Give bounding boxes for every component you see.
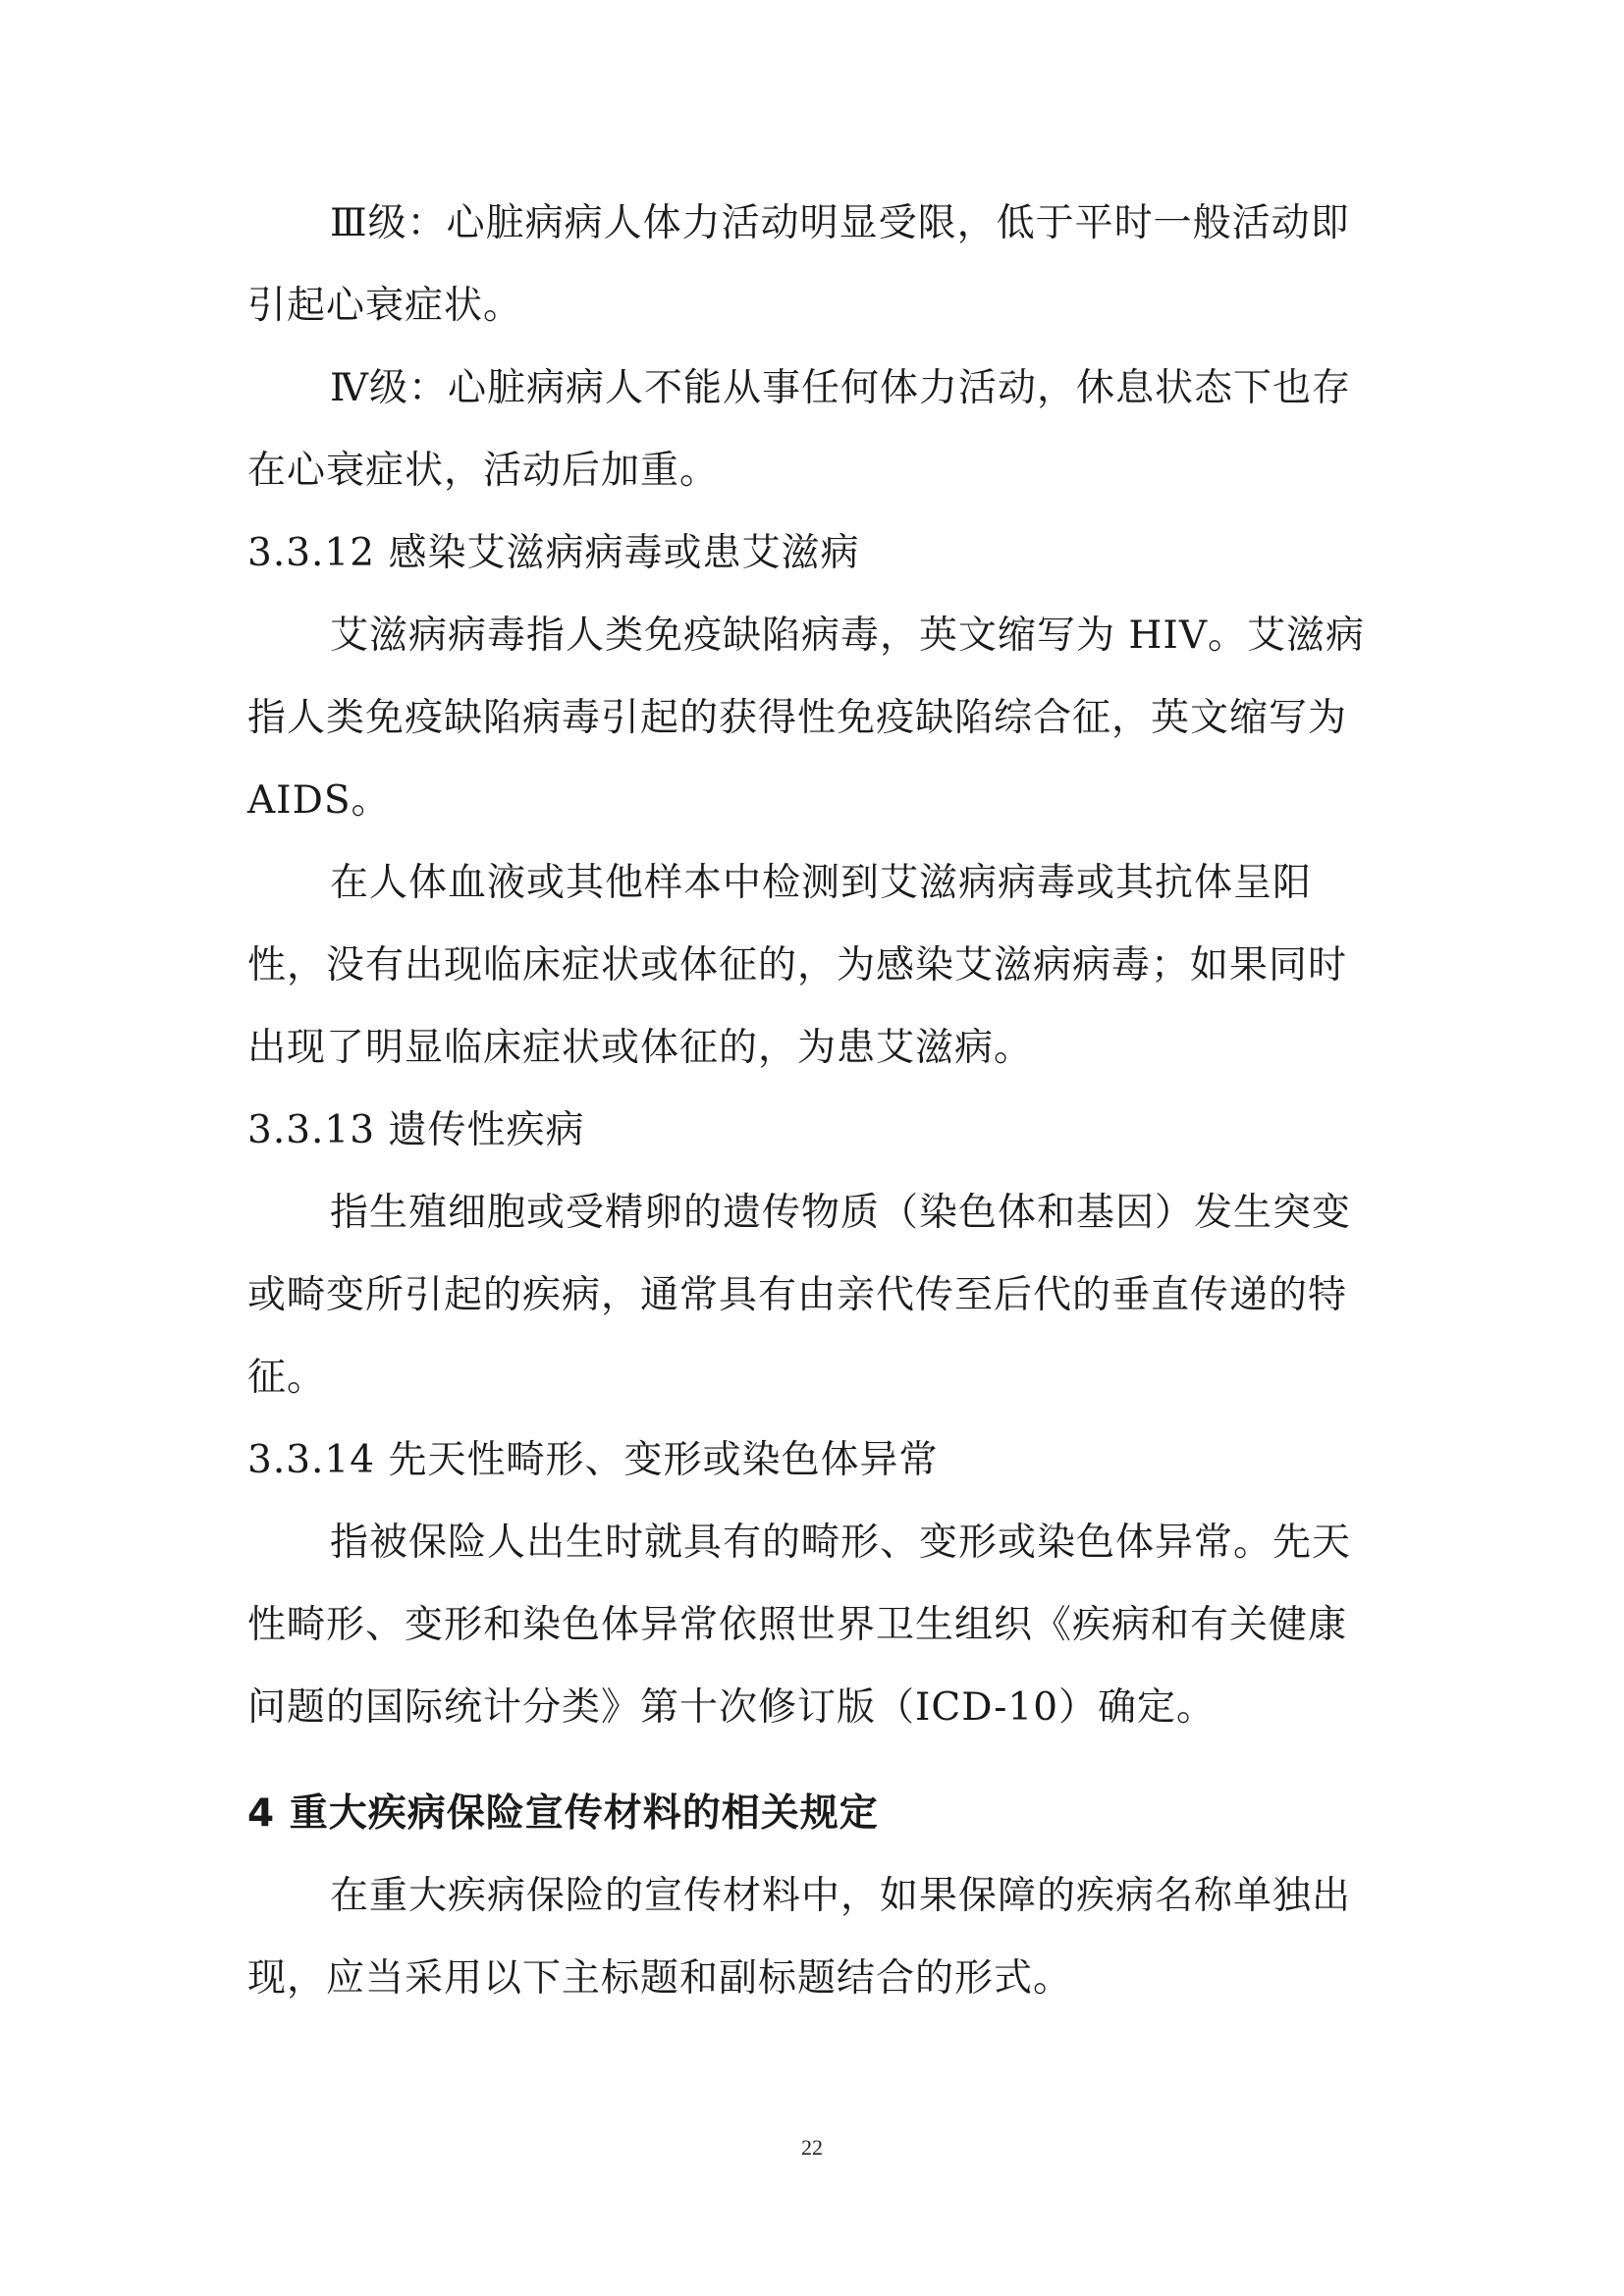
- paragraph-publicity-line-1: 在重大疾病保险的宣传材料中，如果保障的疾病名称单独出: [330, 1874, 1352, 1918]
- page-number: 22: [801, 2135, 823, 2160]
- paragraph-class-iii-line-2: 引起心衰症状。: [247, 284, 523, 328]
- paragraph-congenital-line-3: 问题的国际统计分类》第十次修订版（ICD-10）确定。: [247, 1685, 1217, 1730]
- section-heading-3-3-12: 3.3.12 感染艾滋病病毒或患艾滋病: [247, 531, 860, 575]
- section-heading-3-3-14: 3.3.14 先天性畸形、变形或染色体异常: [247, 1438, 939, 1482]
- paragraph-genetic-line-3: 征。: [247, 1356, 327, 1400]
- paragraph-genetic-line-1: 指生殖细胞或受精卵的遗传物质（染色体和基因）发生突变: [330, 1191, 1352, 1235]
- paragraph-hiv-line-2: 指人类免疫缺陷病毒引起的获得性免疫缺陷综合征，英文缩写为: [247, 696, 1348, 740]
- paragraph-detection-line-1: 在人体血液或其他样本中检测到艾滋病病毒或其抗体呈阳: [330, 861, 1313, 905]
- paragraph-class-iv-line-2: 在心衰症状，活动后加重。: [247, 449, 720, 493]
- paragraph-congenital-line-2: 性畸形、变形和染色体异常依照世界卫生组织《疾病和有关健康: [247, 1603, 1348, 1647]
- paragraph-congenital-line-1: 指被保险人出生时就具有的畸形、变形或染色体异常。先天: [330, 1521, 1352, 1565]
- paragraph-hiv-line-1: 艾滋病病毒指人类免疫缺陷病毒，英文缩写为 HIV。艾滋病: [330, 614, 1365, 658]
- paragraph-hiv-line-3: AIDS。: [247, 778, 391, 823]
- paragraph-class-iv-line-1: Ⅳ级：心脏病病人不能从事任何体力活动，休息状态下也存: [330, 366, 1351, 410]
- paragraph-class-iii-line-1: Ⅲ级：心脏病病人体力活动明显受限，低于平时一般活动即: [330, 201, 1350, 245]
- paragraph-detection-line-3: 出现了明显临床症状或体征的，为患艾滋病。: [247, 1026, 1034, 1070]
- paragraph-detection-line-2: 性，没有出现临床症状或体征的，为感染艾滋病病毒；如果同时: [247, 943, 1348, 988]
- paragraph-genetic-line-2: 或畸变所引起的疾病，通常具有由亲代传至后代的垂直传递的特: [247, 1273, 1348, 1317]
- section-heading-4: 4 重大疾病保险宣传材料的相关规定: [247, 1791, 879, 1836]
- section-heading-3-3-13: 3.3.13 遗传性疾病: [247, 1108, 585, 1152]
- paragraph-publicity-line-2: 现，应当采用以下主标题和副标题结合的形式。: [247, 1956, 1073, 2001]
